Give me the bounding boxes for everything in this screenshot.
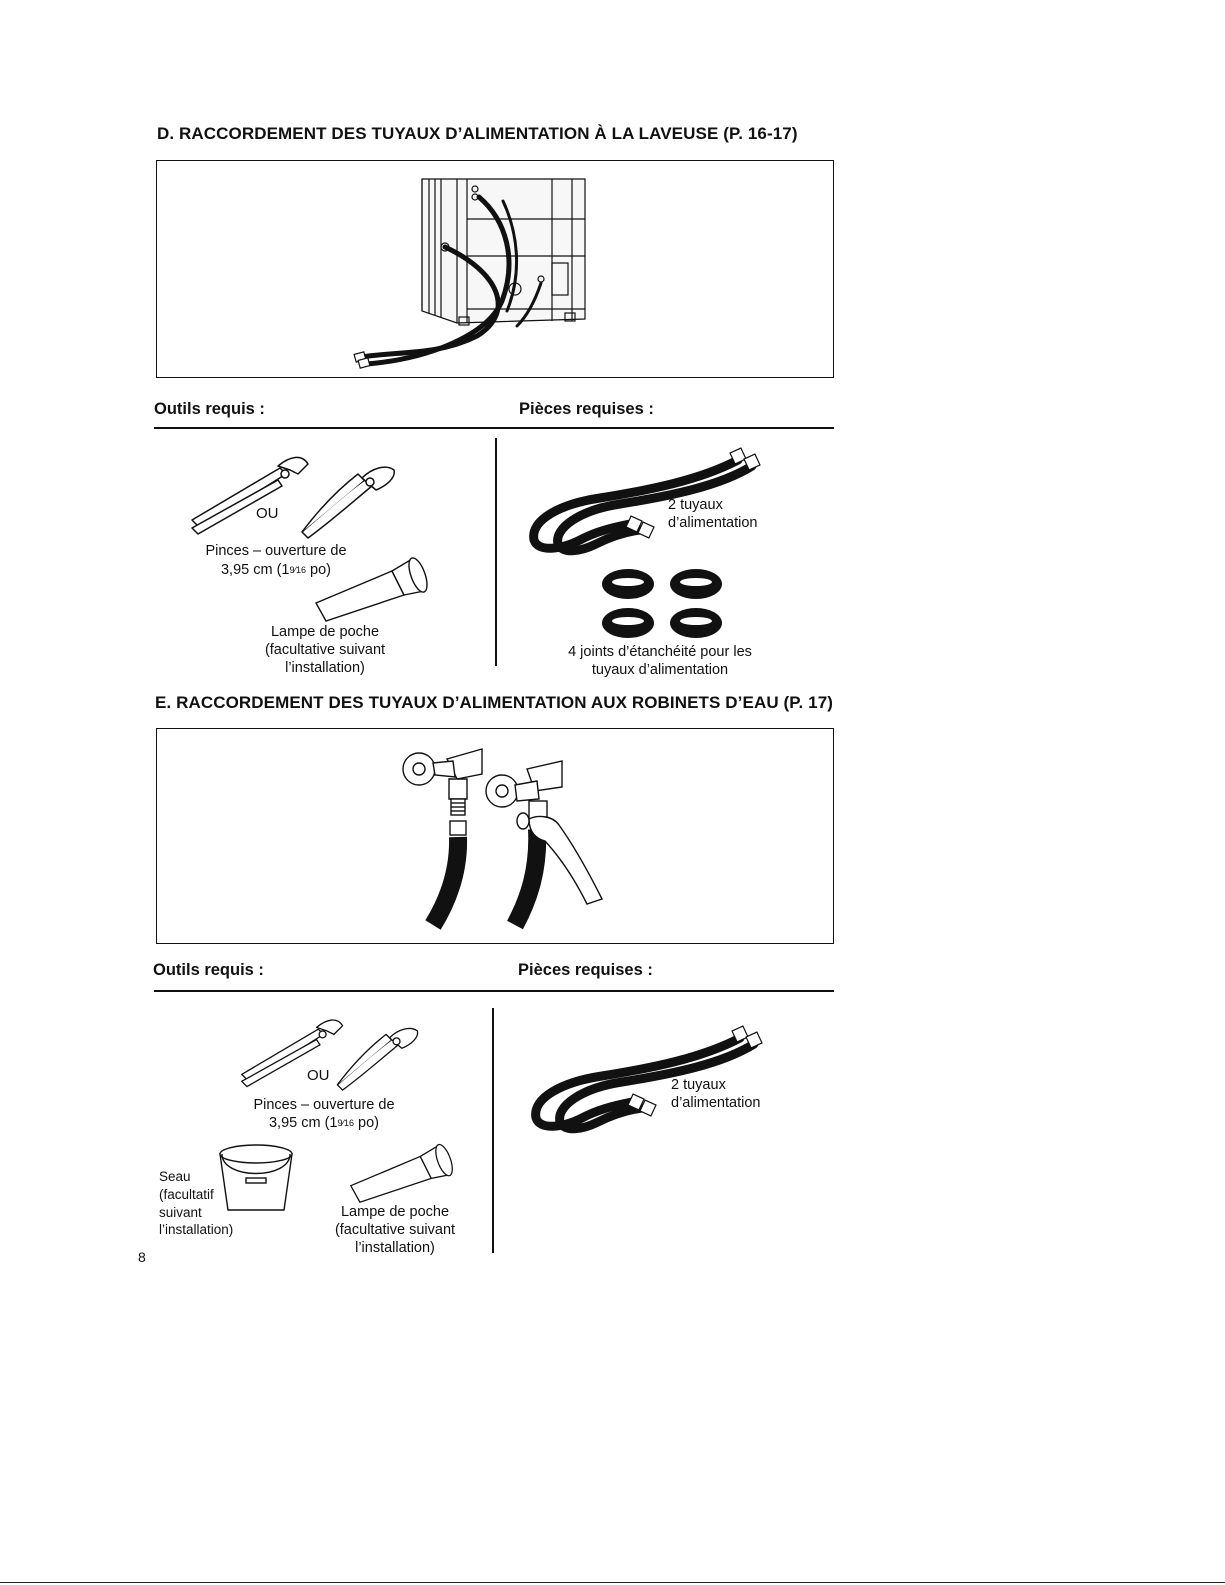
section-d-hoses-caption-1: 2 tuyaux bbox=[668, 497, 723, 513]
flashlight-icon bbox=[344, 1140, 460, 1204]
pliers-icon bbox=[240, 1012, 440, 1102]
section-e-bucket-caption-3: suivant bbox=[159, 1205, 202, 1220]
pliers-size-text: 3,95 cm (1 bbox=[268, 1115, 338, 1131]
section-d-title: D. RACCORDEMENT DES TUYAUX D’ALIMENTATION À LA LAVEUSE (P. 16-17) bbox=[157, 124, 798, 143]
section-e-flashlight-caption-2: (facultative suivant bbox=[334, 1222, 456, 1238]
section-d-washers-caption-2: tuyaux d’alimentation bbox=[591, 662, 729, 678]
section-e-title: E. RACCORDEMENT DES TUYAUX D’ALIMENTATION AUX ROBINETS D’EAU (P. 17) bbox=[155, 693, 834, 712]
section-d-parts-heading: Pièces requises : bbox=[519, 400, 654, 418]
bucket-icon bbox=[216, 1140, 296, 1214]
section-d-column-divider bbox=[495, 438, 497, 666]
section-e-pliers-caption-1: Pinces – ouverture de bbox=[253, 1097, 395, 1113]
section-d-flashlight-caption-2: (facultative suivant bbox=[264, 642, 386, 658]
section-d-flashlight-caption-3: l’installation) bbox=[285, 660, 365, 676]
section-d-pliers-caption-1: Pinces – ouverture de bbox=[205, 543, 347, 559]
section-d-flashlight-caption-1: Lampe de poche bbox=[270, 624, 380, 640]
section-e-flashlight-caption-1: Lampe de poche bbox=[340, 1204, 450, 1220]
section-d-or-label: OU bbox=[256, 505, 279, 522]
section-e-hoses-caption-2: d’alimentation bbox=[671, 1095, 761, 1111]
section-e-bucket-caption-4: l’installation) bbox=[159, 1222, 234, 1237]
inlet-hoses-icon bbox=[520, 440, 770, 560]
section-e-illustration-frame bbox=[156, 728, 834, 944]
pliers-icon bbox=[190, 450, 420, 550]
section-e-hoses-caption-1: 2 tuyaux bbox=[671, 1077, 726, 1093]
section-e-parts-heading: Pièces requises : bbox=[518, 961, 653, 979]
faucet-connection-illustration bbox=[157, 729, 835, 945]
section-e-column-divider bbox=[492, 1008, 494, 1253]
section-d-hoses-caption-2: d’alimentation bbox=[668, 515, 758, 531]
washer-back-illustration bbox=[157, 161, 835, 379]
section-e-tools-heading: Outils requis : bbox=[153, 961, 264, 979]
section-e-divider bbox=[154, 990, 834, 992]
washers-icon bbox=[600, 568, 730, 640]
pliers-size-unit: po) bbox=[306, 562, 332, 578]
section-e-pliers-caption-2 bbox=[236, 1114, 412, 1132]
section-d-tools-heading: Outils requis : bbox=[154, 400, 265, 418]
section-d-divider bbox=[154, 427, 834, 429]
section-e-bucket-caption-2: (facultatif bbox=[159, 1187, 214, 1202]
pliers-size-text: 3,95 cm (1 bbox=[220, 562, 290, 578]
pliers-size-fraction: 9⁄16 bbox=[289, 565, 307, 575]
section-e-or-label: OU bbox=[307, 1067, 330, 1084]
section-d-illustration-frame bbox=[156, 160, 834, 378]
flashlight-icon bbox=[312, 553, 432, 623]
pliers-size-unit: po) bbox=[354, 1115, 380, 1131]
page-number: 8 bbox=[138, 1249, 146, 1265]
section-d-washers-caption-1: 4 joints d’étanchéité pour les bbox=[568, 644, 752, 660]
inlet-hoses-icon bbox=[522, 1018, 772, 1138]
section-e-bucket-caption-1: Seau bbox=[159, 1169, 191, 1184]
section-e-flashlight-caption-3: l’installation) bbox=[355, 1240, 435, 1256]
page-bottom-edge bbox=[0, 1582, 1225, 1583]
pliers-size-fraction: 9⁄16 bbox=[337, 1118, 355, 1128]
